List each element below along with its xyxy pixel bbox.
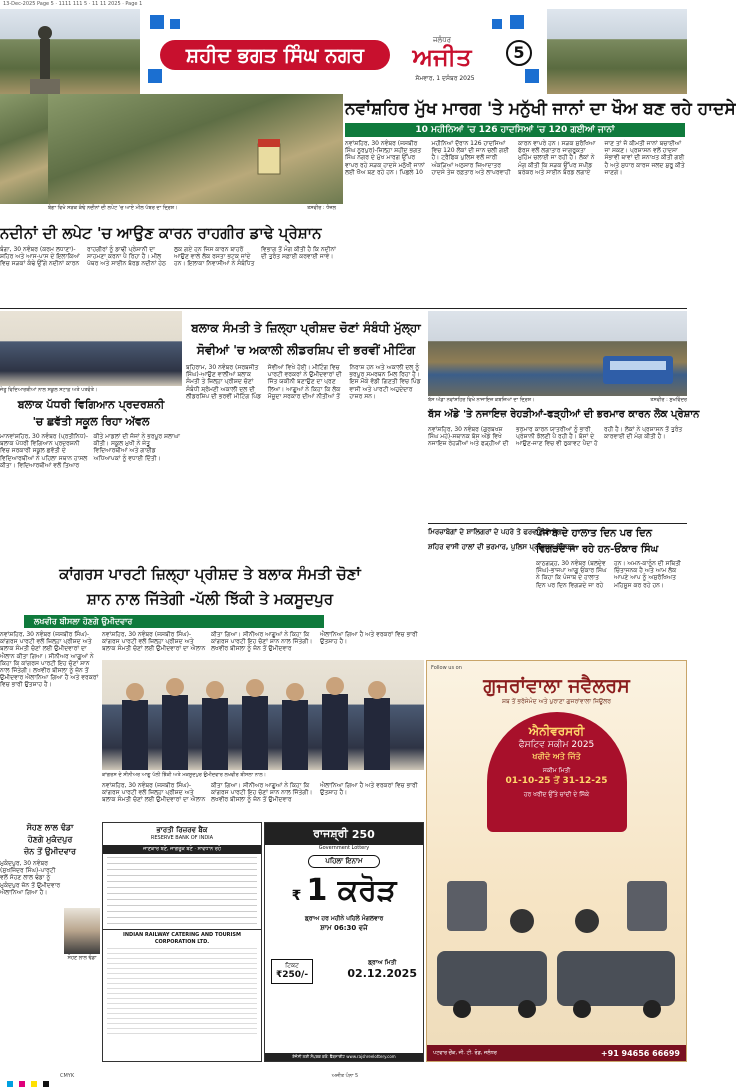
- rbi-text-block: [107, 857, 257, 927]
- bus-photo-caption: ਬੱਸ ਅੱਡਾ ਨਵਾਂਸ਼ਹਿਰ ਵਿਖੇ ਨਾਜਾਇਜ਼ ਕਬਜ਼ਿਆਂ ਦਾ ਦ੍ਰਿਸ਼।: [428, 397, 535, 403]
- irctc-name: INDIAN RAILWAY CATERING AND TOURISM CORPORATION LTD.: [103, 929, 261, 946]
- sewage-headline-1: ਮਿਰਜ਼ਾਬੇਗਾਂ ਦੇ ਸ਼ਾਲਿਗਰਾਂ ਦੇ ਪਹਰੇ ਤੇ ਫਰਵਾਈਏ ਸੇਗ: [428, 528, 562, 536]
- mile-stone-graphic: [48, 94, 343, 204]
- congress-subhead: ਲਖਵੀਰ ਬੀਸਲਾ ਹੋਣਗੇ ਉਮੀਦਵਾਰ: [24, 615, 324, 628]
- lead-photo-left-fill: [0, 94, 48, 204]
- masthead-right-photo: [547, 9, 687, 94]
- lead-subhead: 10 ਮਹੀਨਿਆਂ 'ਚ 126 ਹਾਦਸਿਆਂ 'ਚ 120 ਗਈਆਂ ਜਾਨਾਂ: [345, 123, 685, 137]
- statue-silhouette: [0, 9, 140, 94]
- jeweller-period: 01-10-25 ਤੋਂ 31-12-25: [505, 776, 608, 786]
- jeweller-offer-arch: [487, 712, 627, 832]
- sewage-headline-2: ਸ਼ਹਿਰ ਵਾਸੀ ਹਾਲਾਂ ਦੀ ਭਰਮਾਰ, ਪੁਲਿਸ ਪ੍ਰਸ਼ਾਸਨ ਬੇਖ਼ਬਰ: [428, 543, 575, 551]
- rbi-name: ਭਾਰਤੀ ਰਿਜ਼ਰਵ ਬੈਂਕ: [156, 826, 208, 834]
- science-body: ਮਾਨਵਾਂਸ਼ਹਿਰ, 30 ਨਵੰਬਰ (ਪ੍ਰਤੀਨਿਧ)-ਬਲਾਕ ਪੱਧਰੀ ਵਿਗਿਆਨ ਪ੍ਰਦਰਸ਼ਨੀ ਵਿਚ ਸਰਕਾਰੀ ਸਕੂਲ ਛਵੱਤੀ ਦੇ ਵਿਦਿਆਰਥੀਆਂ ਨੇ ਪਹਿਲਾ ਸਥਾਨ ਹਾਸਲ ਕੀਤਾ। ਵਿਦਿਆਰਥੀਆਂ ਵਲੋਂ ਤਿਆਰ ਕੀਤੇ ਮਾਡਲਾਂ ਦੀ ਜੱਜਾਂ ਨੇ ਭਰਪੂਰ ਸ਼ਲਾਘਾ ਕੀਤੀ। ਸਕੂਲ ਮੁਖੀ ਨੇ ਜੇਤੂ ਵਿਦਿਆਰਥੀਆਂ ਅਤੇ ਗਾਈਡ ਅਧਿਆਪਕਾਂ ਨੂੰ ਵਧਾਈ ਦਿੱਤੀ।: [0, 433, 180, 469]
- rbi-name-en: RESERVE BANK OF INDIA: [150, 835, 214, 841]
- science-headline-2: 'ਚ ਛਵੱਤੀ ਸਕੂਲ ਰਿਹਾ ਅੱਵਲ: [32, 415, 150, 428]
- rbi-strip: ਜਾਣਕਾਰ ਬਣੋ, ਜਾਗਰੂਕ ਬਣੋ · ਸਾਵਧਾਨ ਰਹੋ: [103, 845, 261, 854]
- bus-stand-photo: [428, 311, 687, 396]
- yellow-mark: [31, 1081, 37, 1087]
- bus-photo-credit: ਤਸਵੀਰ : ਸੁਖਵਿੰਦਰ: [650, 397, 687, 403]
- sohan-headline-3: ਜ਼ੋਨ ਤੋਂ ਉਮੀਦਵਾਰ: [24, 847, 76, 856]
- lottery-footer: ਏਜੰਸੀ ਲਈ ਸੰਪਰਕ ਕਰੋ: ਵੈੱਬਸਾਈਟ www.rajshreelottery.com: [265, 1053, 423, 1061]
- sohan-headline-2: ਹੋਣਗੇ ਮੁਕੰਦਪੁਰ: [27, 835, 73, 844]
- lottery-draw-date-label: ਡ੍ਰਾਅ ਮਿਤੀ: [368, 959, 397, 966]
- lottery-sub: Government Lottery: [318, 845, 370, 851]
- lead-photo-credit: ਤਸਵੀਰ : ਧੰਜਲ: [307, 205, 336, 211]
- lead-headline: ਨਵਾਂਸ਼ਹਿਰ ਮੁੱਖ ਮਾਰਗ 'ਤੇ ਮਨੁੱਖੀ ਜਾਨਾਂ ਦਾ ਖੌਅ ਬਣ ਰਹੇ ਹਾਦਸੇ: [345, 99, 736, 119]
- lottery-ad: [264, 822, 424, 1062]
- jeweller-phone[interactable]: +91 94656 66699: [600, 1048, 680, 1058]
- irctc-text-block: [107, 948, 257, 1038]
- lead-weeds-photo: [48, 94, 343, 204]
- akali-headline-1: ਬਲਾਕ ਸੰਮਤੀ ਤੇ ਜ਼ਿਲ੍ਹਾ ਪ੍ਰੀਸ਼ਦ ਚੋਣਾਂ ਸੰਬੰਧੀ ਮੁੱਲ੍ਹਾ: [191, 321, 421, 335]
- print-meta-strip: 13-Dec-2025 Page 5 · 1111 111 5 · 11 11 2025 · Page 1: [3, 1, 143, 7]
- sohan-headline-1: ਸੋਹਣ ਲਾਲ ਢੰਡਾ: [26, 823, 74, 832]
- masthead-brand-box: [392, 36, 492, 74]
- weeds-headline: ਨਦੀਨਾਂ ਦੀ ਲਪੇਟ 'ਚ ਆਉਣ ਕਾਰਨ ਰਾਹਗੀਰ ਡਾਢੇ ਪ੍ਰੇਸ਼ਾਨ: [0, 224, 322, 242]
- masthead-left-photo: [0, 9, 140, 94]
- footer-left: CMYK: [60, 1073, 75, 1079]
- jeweller-brand: ਗੁਜਰਾਂਵਾਲਾ ਜਵੈਲਰਸ: [483, 675, 630, 697]
- lottery-prize-label: ਪਹਿਲਾ ਇਨਾਮ: [308, 855, 380, 868]
- lottery-time: ਸ਼ਾਮ 06:30 ਵਜੇ: [320, 924, 368, 932]
- congress-headline-1: ਕਾਂਗਰਸ ਪਾਰਟੀ ਜ਼ਿਲ੍ਹਾ ਪ੍ਰੀਸ਼ਦ ਤੇ ਬਲਾਕ ਸੰਮਤੀ ਚੋਣਾਂ: [59, 565, 361, 583]
- jeweller-address: ਪਟਵਾਰ ਚੌਂਕ, ਜੀ. ਟੀ. ਰੋਡ, ਜਲੰਧਰ: [433, 1050, 497, 1056]
- jeweller-cta: ਖਰੀਦੋ ਅਤੇ ਜਿੱਤੋ: [532, 752, 581, 761]
- lead-photo-left-strip: [0, 94, 48, 204]
- group-people-graphic: [102, 660, 424, 770]
- lottery-draw-date-box: [347, 959, 417, 984]
- congress-body-bottom: ਨਵਾਂਸ਼ਹਿਰ, 30 ਨਵੰਬਰ (ਜਸਬੀਰ ਸਿੰਘ)-ਕਾਂਗਰਸ ਪਾਰਟੀ ਵਲੋਂ ਜ਼ਿਲ੍ਹਾ ਪ੍ਰੀਸ਼ਦ ਅਤੇ ਬਲਾਕ ਸੰਮਤੀ ਚੋਣਾਂ ਲਈ ਉਮੀਦਵਾਰਾਂ ਦਾ ਐਲਾਨ ਕੀਤਾ ਗਿਆ। ਸੀਨੀਅਰ ਆਗੂਆਂ ਨੇ ਕਿਹਾ ਕਿ ਕਾਂਗਰਸ ਪਾਰਟੀ ਇਹ ਚੋਣਾਂ ਸ਼ਾਨ ਨਾਲ ਜਿੱਤੇਗੀ। ਲਖਵੀਰ ਬੀਸਲਾ ਨੂੰ ਜ਼ੋਨ ਤੋਂ ਉਮੀਦਵਾਰ ਐਲਾਨਿਆ ਗਿਆ ਹੈ ਅਤੇ ਵਰਕਰਾਂ ਵਿਚ ਭਾਰੀ ਉਤਸ਼ਾਹ ਹੈ।: [102, 782, 418, 804]
- masthead-right-photo-fill: [547, 9, 687, 94]
- lottery-number: 250: [351, 827, 375, 841]
- masthead-title: ਸ਼ਹੀਦ ਭਗਤ ਸਿੰਘ ਨਗਰ: [160, 40, 390, 70]
- science-photo: [0, 311, 182, 386]
- jeweller-footer: [427, 1045, 686, 1061]
- congress-photo: [102, 660, 424, 770]
- congress-headline-2: ਸ਼ਾਨ ਨਾਲ ਜਿੱਤੇਗੀ -ਪੱਲੀ ਝਿੱਕੀ ਤੇ ਮਕਸੂਦਪੁਰ: [86, 590, 334, 608]
- science-headline-1: ਬਲਾਕ ਪੱਧਰੀ ਵਿਗਿਆਨ ਪ੍ਰਦਰਸ਼ਨੀ: [17, 398, 165, 411]
- congress-body-top: ਨਵਾਂਸ਼ਹਿਰ, 30 ਨਵੰਬਰ (ਜਸਬੀਰ ਸਿੰਘ)-ਕਾਂਗਰਸ ਪਾਰਟੀ ਵਲੋਂ ਜ਼ਿਲ੍ਹਾ ਪ੍ਰੀਸ਼ਦ ਅਤੇ ਬਲਾਕ ਸੰਮਤੀ ਚੋਣਾਂ ਲਈ ਉਮੀਦਵਾਰਾਂ ਦਾ ਐਲਾਨ ਕੀਤਾ ਗਿਆ। ਸੀਨੀਅਰ ਆਗੂਆਂ ਨੇ ਕਿਹਾ ਕਿ ਕਾਂਗਰਸ ਪਾਰਟੀ ਇਹ ਚੋਣਾਂ ਸ਼ਾਨ ਨਾਲ ਜਿੱਤੇਗੀ। ਲਖਵੀਰ ਬੀਸਲਾ ਨੂੰ ਜ਼ੋਨ ਤੋਂ ਉਮੀਦਵਾਰ ਐਲਾਨਿਆ ਗਿਆ ਹੈ ਅਤੇ ਵਰਕਰਾਂ ਵਿਚ ਭਾਰੀ ਉਤਸ਼ਾਹ ਹੈ।: [102, 631, 418, 653]
- lottery-prize-symbol: ₹: [291, 888, 302, 904]
- jeweller-scheme: ਫੈਸਟਿਵ ਸਕੀਮ 2025: [518, 740, 595, 750]
- lottery-ticket-price: ₹250/-: [276, 970, 309, 980]
- jeweller-anniv: ਐਨੀਵਰਸਰੀ: [528, 724, 585, 738]
- akali-body: ਬਹਿਰਾਮ, 30 ਨਵੰਬਰ (ਸਰਬਜੀਤ ਸਿੰਘ)-ਆਉਣ ਵਾਲੀਆਂ ਬਲਾਕ ਸੰਮਤੀ ਤੇ ਜ਼ਿਲ੍ਹਾ ਪ੍ਰੀਸ਼ਦ ਚੋਣਾਂ ਸੰਬੰਧੀ ਸ਼੍ਰੋਮਣੀ ਅਕਾਲੀ ਦਲ ਦੀ ਲੀਡਰਸ਼ਿਪ ਦੀ ਭਰਵੀਂ ਮੀਟਿੰਗ ਪਿੰਡ ਸੋਵੀਆਂ ਵਿਖੇ ਹੋਈ। ਮੀਟਿੰਗ ਵਿਚ ਪਾਰਟੀ ਵਰਕਰਾਂ ਨੇ ਉਮੀਦਵਾਰਾਂ ਦੀ ਜਿੱਤ ਯਕੀਨੀ ਬਣਾਉਣ ਦਾ ਪ੍ਰਣ ਲਿਆ। ਆਗੂਆਂ ਨੇ ਕਿਹਾ ਕਿ ਲੋਕ ਮੌਜੂਦਾ ਸਰਕਾਰ ਦੀਆਂ ਨੀਤੀਆਂ ਤੋਂ ਨਿਰਾਸ਼ ਹਨ ਅਤੇ ਅਕਾਲੀ ਦਲ ਨੂੰ ਭਰਪੂਰ ਸਮਰਥਨ ਮਿਲ ਰਿਹਾ ਹੈ। ਇਸ ਮੌਕੇ ਵੱਡੀ ਗਿਣਤੀ ਵਿਚ ਪਿੰਡ ਵਾਸੀ ਅਤੇ ਪਾਰਟੀ ਅਹੁਦੇਦਾਰ ਹਾਜ਼ਰ ਸਨ।: [186, 364, 421, 400]
- lottery-bottom-row: [271, 959, 417, 984]
- lottery-prize: 1 ਕਰੋੜ: [306, 873, 397, 908]
- science-photo-caption: ਜੇਤੂ ਵਿਦਿਆਰਥੀਆਂ ਨਾਲ ਸਕੂਲ ਸਟਾਫ਼ ਅਤੇ ਪਤਵੰਤੇ।: [0, 387, 98, 393]
- masthead-brand: ਅਜੀਤ: [412, 43, 472, 71]
- lottery-ticket-label: ਟਿਕਟ: [285, 962, 299, 969]
- footer-center: ਅਜੀਤ ਪੰਨਾ 5: [331, 1073, 359, 1079]
- lottery-draw-date: 02.12.2025: [347, 967, 417, 980]
- bus-body: ਨਵਾਂਸ਼ਹਿਰ, 30 ਨਵੰਬਰ (ਗੁਰਬਖਸ਼ ਸਿੰਘ ਮਹੇ)-ਸਥਾਨਕ ਬੱਸ ਅੱਡੇ ਵਿਖੇ ਨਜਾਇਜ਼ ਰੇਹੜੀਆਂ ਅਤੇ ਫੜ੍ਹੀਆਂ ਦੀ ਭਰਮਾਰ ਕਾਰਨ ਯਾਤਰੀਆਂ ਨੂੰ ਭਾਰੀ ਪ੍ਰੇਸ਼ਾਨੀ ਝੱਲਣੀ ਪੈ ਰਹੀ ਹੈ। ਬੱਸਾਂ ਦੇ ਆਉਣ-ਜਾਣ ਵਿਚ ਵੀ ਰੁਕਾਵਟ ਪੈਦਾ ਹੋ ਰਹੀ ਹੈ। ਲੋਕਾਂ ਨੇ ਪ੍ਰਸ਼ਾਸਨ ਤੋਂ ਤੁਰੰਤ ਕਾਰਵਾਈ ਦੀ ਮੰਗ ਕੀਤੀ ਹੈ।: [428, 426, 683, 448]
- bus-headline: ਬੱਸ ਅੱਡੇ 'ਤੇ ਨਜਾਇਜ਼ ਰੇਹੜੀਆਂ-ਫੜ੍ਹੀਆਂ ਦੀ ਭਰਮਾਰ ਕਾਰਨ ਲੋਕ ਪ੍ਰੇਸ਼ਾਨ: [428, 409, 700, 420]
- congress-body-left: ਨਵਾਂਸ਼ਹਿਰ, 30 ਨਵੰਬਰ (ਜਸਬੀਰ ਸਿੰਘ)-ਕਾਂਗਰਸ ਪਾਰਟੀ ਵਲੋਂ ਜ਼ਿਲ੍ਹਾ ਪ੍ਰੀਸ਼ਦ ਅਤੇ ਬਲਾਕ ਸੰਮਤੀ ਚੋਣਾਂ ਲਈ ਉਮੀਦਵਾਰਾਂ ਦਾ ਐਲਾਨ ਕੀਤਾ ਗਿਆ। ਸੀਨੀਅਰ ਆਗੂਆਂ ਨੇ ਕਿਹਾ ਕਿ ਕਾਂਗਰਸ ਪਾਰਟੀ ਇਹ ਚੋਣਾਂ ਸ਼ਾਨ ਨਾਲ ਜਿੱਤੇਗੀ। ਲਖਵੀਰ ਬੀਸਲਾ ਨੂੰ ਜ਼ੋਨ ਤੋਂ ਉਮੀਦਵਾਰ ਐਲਾਨਿਆ ਗਿਆ ਹੈ ਅਤੇ ਵਰਕਰਾਂ ਵਿਚ ਭਾਰੀ ਉਤਸ਼ਾਹ ਹੈ।: [0, 631, 99, 689]
- punjab-headline-1: ਪੰਜਾਬ ਦੇ ਹਾਲਾਤ ਦਿਨ ਪਰ ਦਿਨ: [536, 528, 652, 539]
- lottery-brand: ਰਾਜਸ਼੍ਰੀ: [313, 827, 348, 840]
- punjab-body: ਕਾਠਗੜ੍ਹ, 30 ਨਵੰਬਰ (ਬਲਦੇਵ ਸਿੰਘ)-ਭਾਜਪਾ ਆਗੂ ਓਂਕਾਰ ਸਿੰਘ ਨੇ ਕਿਹਾ ਕਿ ਪੰਜਾਬ ਦੇ ਹਾਲਾਤ ਦਿਨ ਪਰ ਦਿਨ ਵਿਗੜਦੇ ਜਾ ਰਹੇ ਹਨ। ਅਮਨ-ਕਾਨੂੰਨ ਦੀ ਸਥਿਤੀ ਚਿੰਤਾਜਨਕ ਹੈ ਅਤੇ ਆਮ ਲੋਕ ਆਪਣੇ ਆਪ ਨੂੰ ਅਸੁਰੱਖਿਅਤ ਮਹਿਸੂਸ ਕਰ ਰਹੇ ਹਨ।: [536, 560, 681, 589]
- page-number: 5: [506, 40, 532, 66]
- sohan-photo-caption: ਸੋਹਣ ਲਾਲ ਢੰਡਾ: [67, 955, 97, 961]
- color-registration-marks: [4, 1072, 52, 1080]
- rbi-notice: [102, 822, 262, 1062]
- prize-vehicles-graphic: [427, 841, 686, 1041]
- weeds-body: ਬੰਗਾ, 30 ਨਵੰਬਰ (ਕਰਮ ਲਧਾਣਾ)-ਸ਼ਹਿਰ ਅਤੇ ਆਸ-ਪਾਸ ਦੇ ਇਲਾਕਿਆਂ ਵਿਚ ਸੜਕਾਂ ਕੰਢੇ ਉੱਗੇ ਨਦੀਨਾਂ ਕਾਰਨ ਰਾਹਗੀਰਾਂ ਨੂੰ ਡਾਢੀ ਪ੍ਰੇਸ਼ਾਨੀ ਦਾ ਸਾਹਮਣਾ ਕਰਨਾ ਪੈ ਰਿਹਾ ਹੈ। ਮੀਲ ਪੱਥਰ ਅਤੇ ਸਾਈਨ ਬੋਰਡ ਨਦੀਨਾਂ ਹੇਠ ਲੁਕ ਗਏ ਹਨ ਜਿਸ ਕਾਰਨ ਬਾਹਰੋਂ ਆਉਣ ਵਾਲੇ ਲੋਕ ਰਸਤਾ ਭਟਕ ਜਾਂਦੇ ਹਨ। ਇਲਾਕਾ ਨਿਵਾਸੀਆਂ ਨੇ ਸੰਬੰਧਿਤ ਵਿਭਾਗ ਤੋਂ ਮੰਗ ਕੀਤੀ ਹੈ ਕਿ ਨਦੀਨਾਂ ਦੀ ਤੁਰੰਤ ਸਫ਼ਾਈ ਕਰਵਾਈ ਜਾਵੇ।: [0, 246, 336, 268]
- page-footer: [0, 1064, 687, 1089]
- sohan-body: ਮੁਕੰਦਪੁਰ, 30 ਨਵੰਬਰ (ਸੁਖਜਿੰਦਰ ਸਿੰਘ)-ਪਾਰਟੀ ਵਲੋਂ ਸੋਹਣ ਲਾਲ ਢੰਡਾ ਨੂੰ ਮੁਕੰਦਪੁਰ ਜ਼ੋਨ ਤੋਂ ਉਮੀਦਵਾਰ ਐਲਾਨਿਆ ਗਿਆ ਹੈ।: [0, 860, 61, 896]
- jeweller-ad: [426, 660, 687, 1062]
- congress-photo-caption: ਕਾਂਗਰਸ ਦੇ ਸੀਨੀਅਰ ਆਗੂ ਪੱਲੀ ਝਿੱਕੀ ਅਤੇ ਮਕਸੂਦਪੁਰ ਉਮੀਦਵਾਰ ਲਖਵੀਰ ਬੀਸਲਾ ਨਾਲ।: [102, 772, 266, 778]
- lead-photo-caption: ਬੰਗਾ ਵਿਖੇ ਸੜਕ ਕੰਢੇ ਨਦੀਨਾਂ ਦੀ ਲਪੇਟ 'ਚ ਆਏ ਮੀਲ ਪੱਥਰ ਦਾ ਦ੍ਰਿਸ਼।: [48, 205, 178, 211]
- lottery-ticket-box: [271, 959, 313, 984]
- jeweller-period-label: ਸਕੀਮ ਮਿਤੀ: [542, 767, 571, 774]
- masthead-brand-sub: ਜਲੰਧਰ: [432, 36, 452, 44]
- magenta-mark: [19, 1081, 25, 1087]
- sohan-photo: [64, 908, 100, 954]
- black-mark: [43, 1081, 49, 1087]
- divider: [428, 523, 687, 524]
- cyan-mark: [7, 1081, 13, 1087]
- lead-body: ਨਵਾਂਸ਼ਹਿਰ, 30 ਨਵੰਬਰ (ਜਸਬੀਰ ਸਿੰਘ ਨੂਰਪੁਰ)-ਜ਼ਿਲ੍ਹਾ ਸ਼ਹੀਦ ਭਗਤ ਸਿੰਘ ਨਗਰ ਦੇ ਮੁੱਖ ਮਾਰਗ ਉੱਪਰ ਵਾਪਰ ਰਹੇ ਸੜਕ ਹਾਦਸੇ ਮਨੁੱਖੀ ਜਾਨਾਂ ਲਈ ਖੌਅ ਬਣ ਰਹੇ ਹਨ। ਪਿਛਲੇ 10 ਮਹੀਨਿਆਂ ਦੌਰਾਨ 126 ਹਾਦਸਿਆਂ ਵਿਚ 120 ਲੋਕਾਂ ਦੀ ਜਾਨ ਚਲੀ ਗਈ ਹੈ। ਟ੍ਰੈਫਿਕ ਪੁਲਿਸ ਵਲੋਂ ਜਾਰੀ ਅੰਕੜਿਆਂ ਅਨੁਸਾਰ ਜ਼ਿਆਦਾਤਰ ਹਾਦਸੇ ਤੇਜ਼ ਰਫ਼ਤਾਰ ਅਤੇ ਲਾਪਰਵਾਹੀ ਕਾਰਨ ਵਾਪਰੇ ਹਨ। ਸੜਕ ਸੁਰੱਖਿਆ ਫੋਰਸ ਵਲੋਂ ਲਗਾਤਾਰ ਜਾਗਰੂਕਤਾ ਮੁਹਿੰਮ ਚਲਾਈ ਜਾ ਰਹੀ ਹੈ। ਲੋਕਾਂ ਨੇ ਮੰਗ ਕੀਤੀ ਕਿ ਸੜਕ ਉੱਪਰ ਸਪੀਡ ਬਰੇਕਰ ਅਤੇ ਸਾਈਨ ਬੋਰਡ ਲਗਾਏ ਜਾਣ ਤਾਂ ਜੋ ਕੀਮਤੀ ਜਾਨਾਂ ਬਚਾਈਆਂ ਜਾ ਸਕਣ। ਪ੍ਰਸ਼ਾਸਨ ਵਲੋਂ ਹਾਦਸਾ ਸੰਭਾਵੀ ਥਾਵਾਂ ਦੀ ਸ਼ਨਾਖ਼ਤ ਕੀਤੀ ਗਈ ਹੈ ਅਤੇ ਸੁਧਾਰ ਕਾਰਜ ਜਲਦ ਸ਼ੁਰੂ ਕੀਤੇ ਜਾਣਗੇ।: [345, 140, 685, 176]
- lottery-prize-row: [265, 868, 423, 914]
- punjab-headline-2: ਵਿਗੜਦੇ ਜਾ ਰਹੇ ਹਨ-ਓਂਕਾਰ ਸਿੰਘ: [536, 544, 659, 555]
- jeweller-gift: ਹਰ ਖਰੀਦ ਉੱਤੇ ਚਾਂਦੀ ਦੇ ਸਿੱਕੇ: [523, 791, 590, 798]
- masthead-date: ਸੋਮਵਾਰ, 1 ਦਸੰਬਰ 2025: [415, 75, 475, 82]
- bus-graphic: [428, 311, 687, 396]
- jeweller-follow: Follow us on: [431, 665, 462, 671]
- divider: [0, 308, 687, 309]
- lottery-header: [265, 823, 423, 845]
- akali-headline-2: ਸੋਵੀਆਂ 'ਚ ਅਕਾਲੀ ਲੀਡਰਸ਼ਿਪ ਦੀ ਭਰਵੀਂ ਮੀਟਿੰਗ: [196, 343, 416, 357]
- jeweller-tagline: ਸ਼ਬ ਤੋਂ ਭਰੋਸੇਮੰਦ ਅਤੇ ਪੁਰਾਣਾ ਗੁਜਰਾਂਵਾਲਾ ਜਿਊਲਰ: [502, 698, 611, 705]
- lottery-draw-line: ਡ੍ਰਾਅ ਹਰ ਮਹੀਨੇ ਪਹਿਲੇ ਮੰਗਲਵਾਰ: [304, 915, 384, 922]
